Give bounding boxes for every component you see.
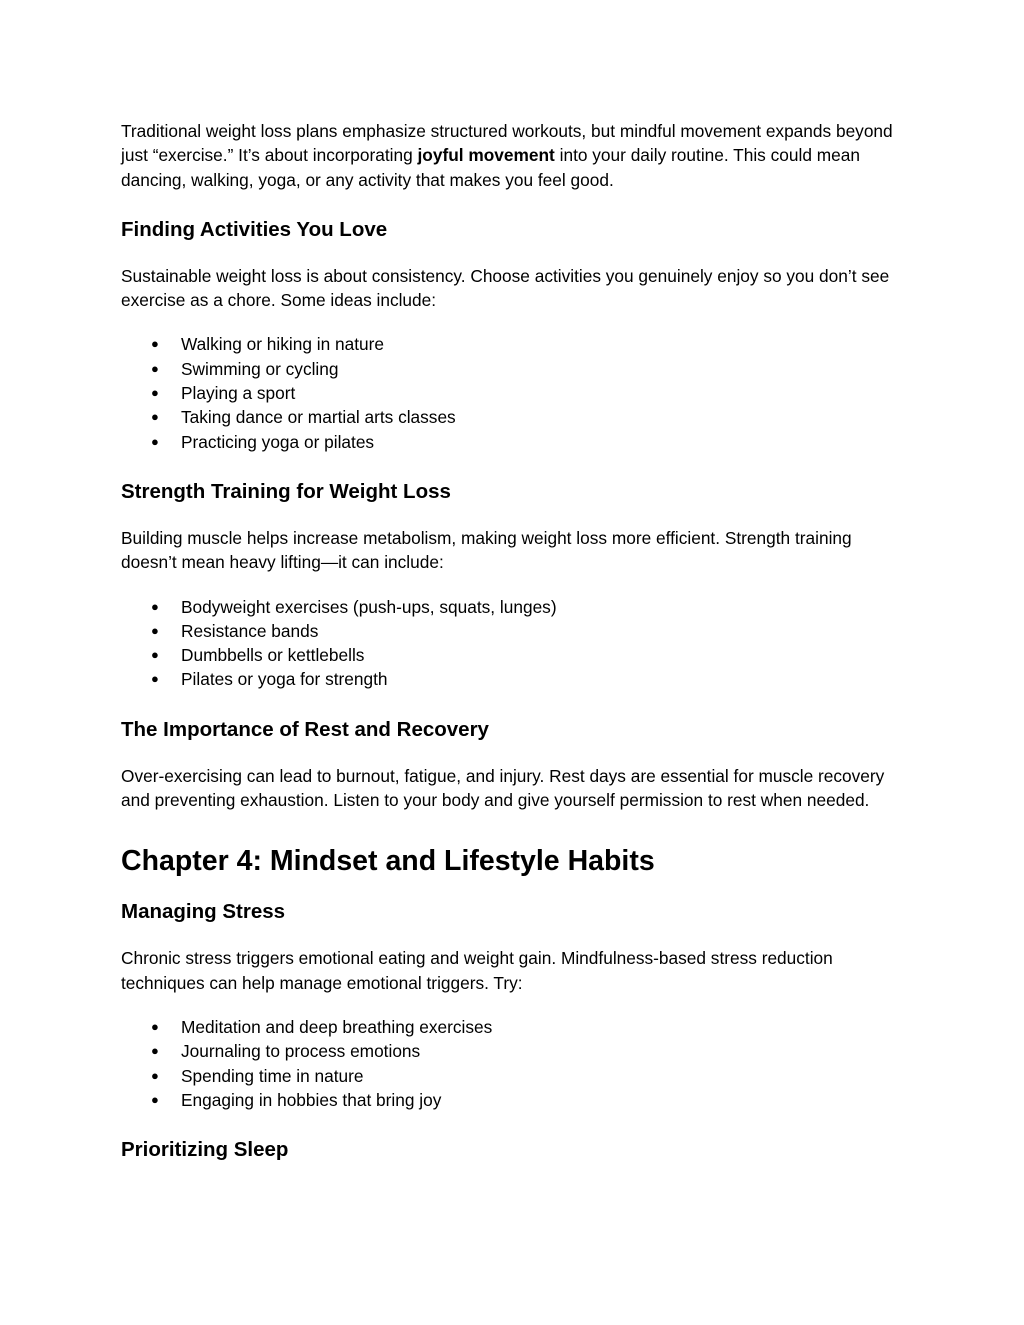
finding-activities-paragraph: Sustainable weight loss is about consistency. Choose activities you genuinely enjoy so you don’t see exercise as a chore. Some ideas include: bbox=[121, 265, 890, 311]
list-item: ● Engaging in hobbies that bring joy bbox=[121, 1088, 911, 1112]
list-item: ● Practicing yoga or pilates bbox=[121, 430, 911, 454]
list-item: ● Playing a sport bbox=[121, 381, 911, 405]
intro-bold-phrase: joyful movement bbox=[417, 145, 555, 166]
stress-techniques-list bbox=[121, 1015, 911, 1112]
intro-text-end: into your daily routine. This could mean dancing, walking, yoga, or any activity that makes you feel good. bbox=[121, 145, 860, 190]
list-item: ● Taking dance or martial arts classes bbox=[121, 405, 911, 429]
list-item: ● Resistance bands bbox=[121, 619, 911, 643]
finding-activities-heading: Finding Activities You Love bbox=[121, 217, 388, 241]
list-item: ● Bodyweight exercises (push-ups, squats, lunges) bbox=[121, 595, 911, 619]
list-item: ● Spending time in nature bbox=[121, 1064, 911, 1088]
managing-stress-paragraph: Chronic stress triggers emotional eating and weight gain. Mindfulness-based stress reduction techniques can help manage emotional triggers. Try: bbox=[121, 948, 833, 993]
chapter-4-heading: Chapter 4: Mindset and Lifestyle Habits bbox=[121, 845, 655, 878]
list-item: ● Swimming or cycling bbox=[121, 357, 911, 381]
list-item: ● Journaling to process emotions bbox=[121, 1039, 911, 1063]
list-item: ● Meditation and deep breathing exercises bbox=[121, 1015, 911, 1039]
list-item: ● Dumbbells or kettlebells bbox=[121, 643, 911, 667]
strength-training-heading: Strength Training for Weight Loss bbox=[121, 479, 451, 503]
rest-recovery-heading: The Importance of Rest and Recovery bbox=[121, 717, 489, 741]
rest-recovery-paragraph: Over-exercising can lead to burnout, fatigue, and injury. Rest days are essential for muscle recovery and preventing exhaustion. Listen to your body and give yourself permission to rest when needed. bbox=[121, 765, 885, 811]
list-item: ● Pilates or yoga for strength bbox=[121, 667, 911, 691]
strength-training-paragraph: Building muscle helps increase metabolism, making weight loss more efficient. Strength training doesn’t mean heavy lifting—it can include: bbox=[121, 527, 852, 573]
strength-options-list bbox=[121, 595, 911, 692]
intro-text-start: Traditional weight loss plans emphasize structured workouts, but mindful movement expands beyond just “exercise.” It’s about incorporating bbox=[121, 121, 893, 166]
activity-ideas-list bbox=[121, 332, 911, 453]
prioritizing-sleep-heading: Prioritizing Sleep bbox=[121, 1138, 289, 1162]
document-page bbox=[121, 119, 911, 1163]
list-item: ● Walking or hiking in nature bbox=[121, 332, 911, 356]
managing-stress-heading: Managing Stress bbox=[121, 900, 286, 924]
intro-paragraph bbox=[121, 119, 911, 192]
